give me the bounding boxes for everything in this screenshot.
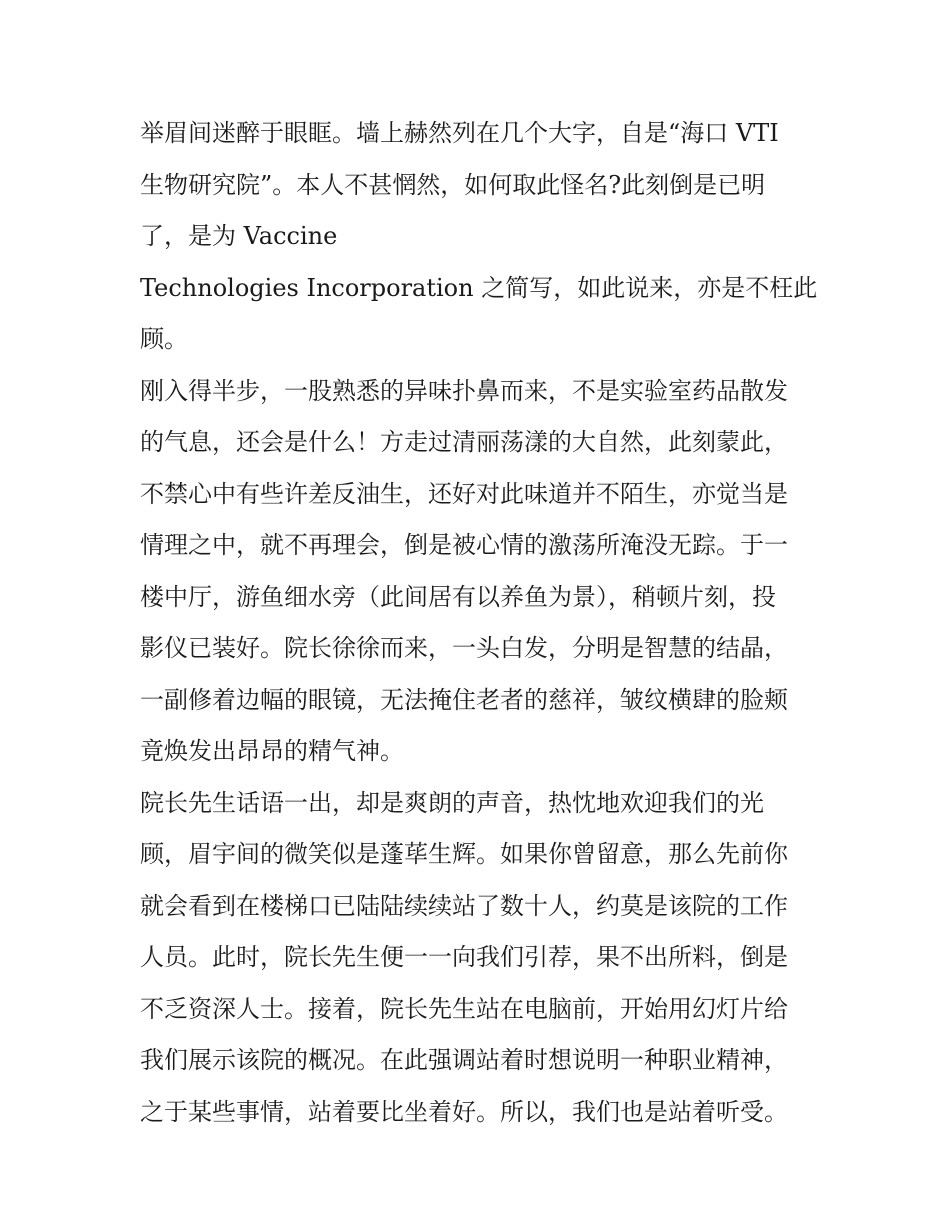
- text-line: 了，是为 Vaccine: [140, 222, 338, 250]
- text-line: 就会看到在楼梯口已陆陆续续站了数十人，约莫是该院的工作: [140, 891, 788, 920]
- text-line: 院长先生话语一出，却是爽朗的声音，热忱地欢迎我们的光: [140, 788, 764, 817]
- text-line: 不乏资深人士。接着，院长先生站在电脑前，开始用幻灯片给: [140, 994, 788, 1023]
- text-line: 竟焕发出昂昂的精气神。: [140, 737, 404, 765]
- document-body: [140, 108, 830, 1138]
- text-line: 人员。此时，院长先生便一一向我们引荐，果不出所料，倒是: [140, 943, 788, 971]
- text-line: 一副修着边幅的眼镜，无法掩住老者的慈祥，皱纹横肆的脸颊: [140, 685, 788, 714]
- text-line: 顾，眉宇间的微笑似是蓬荜生辉。如果你曾留意，那么先前你: [140, 840, 788, 868]
- text-line: 之于某些事情，站着要比坐着好。所以，我们也是站着听受。: [140, 1097, 788, 1126]
- text-line: 的气息，还会是什么！方走过清丽荡漾的大自然，此刻蒙此，: [140, 428, 788, 456]
- text-line: 举眉间迷醉于眼眶。墙上赫然列在几个大字，自是“海口 VTI: [140, 119, 779, 147]
- text-line: 情理之中，就不再理会，倒是被心情的激荡所淹没无踪。于一: [140, 531, 788, 559]
- text-line: 影仪已装好。院长徐徐而来，一头白发，分明是智慧的结晶，: [140, 634, 788, 662]
- text-line: Technologies Incorporation 之简写，如此说来，亦是不枉此: [140, 273, 818, 302]
- text-line: 不禁心中有些许差反油生，还好对此味道并不陌生，亦觉当是: [140, 479, 788, 508]
- text-line: 刚入得半步，一股熟悉的异味扑鼻而来，不是实验室药品散发: [140, 376, 788, 405]
- text-line: 顾。: [140, 325, 188, 353]
- text-line: 我们展示该院的概况。在此强调站着时想说明一种职业精神，: [140, 1046, 788, 1074]
- text-line: 楼中厅，游鱼细水旁（此间居有以养鱼为景），稍顿片刻，投: [140, 582, 776, 611]
- text-line: 生物研究院”。本人不甚惘然，如何取此怪名?此刻倒是已明: [140, 170, 766, 199]
